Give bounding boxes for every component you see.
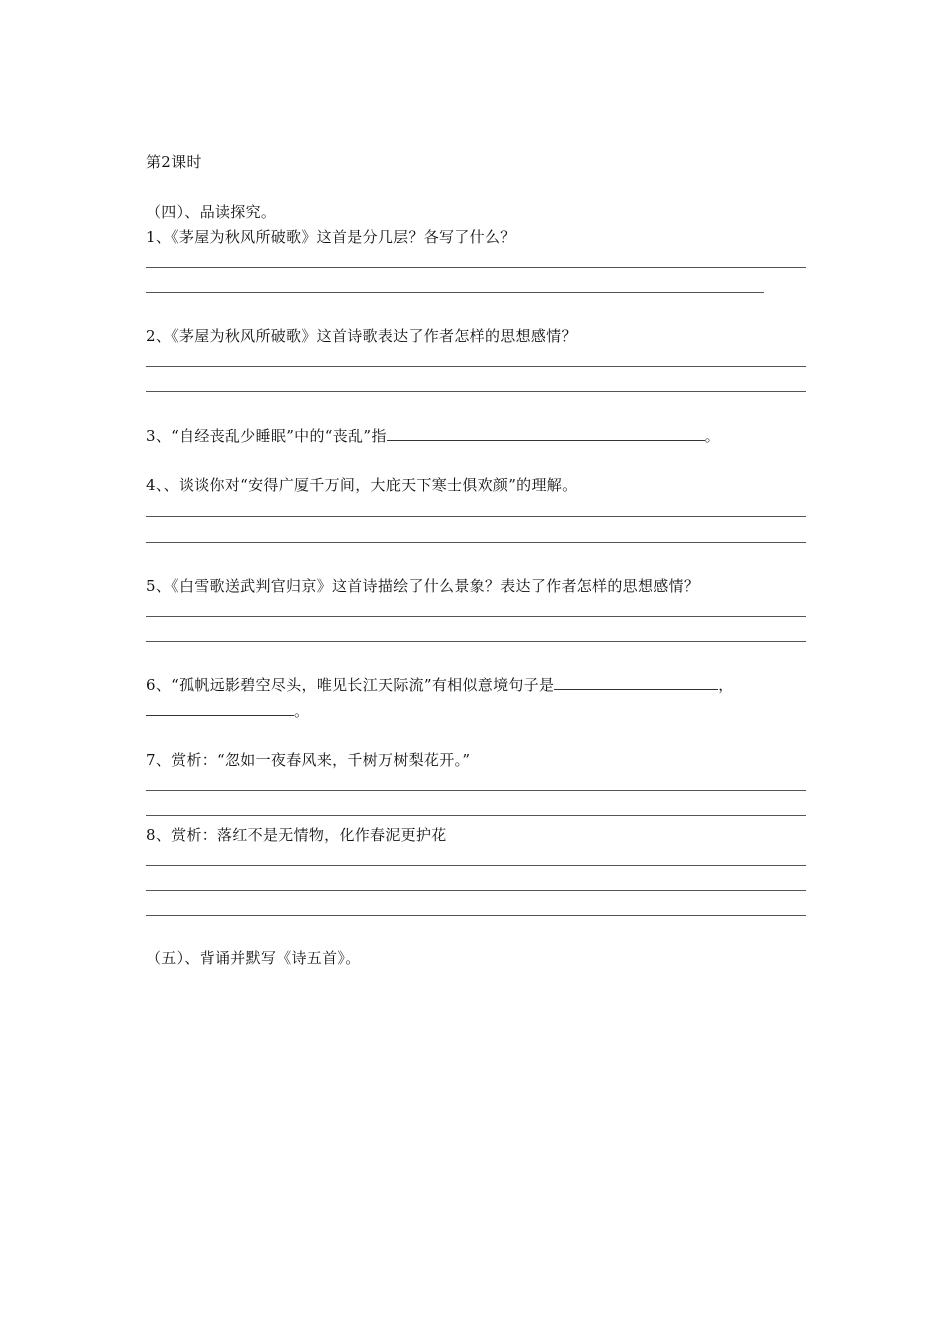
answer-line-q7-2[interactable] xyxy=(146,815,806,816)
answer-line-q8-2[interactable] xyxy=(146,890,806,891)
question-3 xyxy=(146,426,720,446)
question-6-text: 6、“孤帆远影碧空尽头，唯见长江天际流”有相似意境句子是 xyxy=(146,676,555,694)
question-5: 5、《白雪歌送武判官归京》这首诗描绘了什么景象？表达了作者怎样的思想感情？ xyxy=(146,577,700,595)
section-5-heading: （五）、背诵并默写《诗五首》。 xyxy=(146,949,361,967)
section-4-heading: （四）、品读探究。 xyxy=(146,203,277,221)
question-8: 8、赏析：落红不是无情物，化作春泥更护花 xyxy=(146,826,447,844)
answer-line-q1-2[interactable] xyxy=(146,292,764,293)
question-6-comma: ， xyxy=(718,676,734,694)
fill-blank-q6-1[interactable] xyxy=(554,675,718,690)
fill-blank-q6-2[interactable] xyxy=(146,701,294,716)
fill-blank-q3[interactable] xyxy=(387,426,705,441)
answer-line-q4-1[interactable] xyxy=(146,516,806,517)
question-2: 2、《茅屋为秋风所破歌》这首诗歌表达了作者怎样的思想感情？ xyxy=(146,327,577,345)
answer-line-q8-1[interactable] xyxy=(146,865,806,866)
answer-line-q1-1[interactable] xyxy=(146,267,806,268)
answer-line-q5-1[interactable] xyxy=(146,616,806,617)
lesson-title: 第2课时 xyxy=(146,153,202,171)
answer-line-q2-1[interactable] xyxy=(146,366,806,367)
answer-line-q8-3[interactable] xyxy=(146,915,806,916)
question-6-end: 。 xyxy=(294,702,310,720)
question-1: 1、《茅屋为秋风所破歌》这首是分几层？各写了什么？ xyxy=(146,228,516,246)
answer-line-q4-2[interactable] xyxy=(146,542,806,543)
answer-line-q2-2[interactable] xyxy=(146,391,806,392)
question-6 xyxy=(146,675,734,695)
answer-line-q7-1[interactable] xyxy=(146,790,806,791)
question-3-end: 。 xyxy=(704,427,720,445)
question-6-continued xyxy=(146,701,309,721)
question-4: 4、、谈谈你对“安得广厦千万间，大庇天下寒士俱欢颜”的理解。 xyxy=(146,476,578,494)
question-7: 7、赏析：“忽如一夜春风来，千树万树梨花开。” xyxy=(146,751,471,769)
answer-line-q5-2[interactable] xyxy=(146,641,806,642)
question-3-text: 3、“自经丧乱少睡眠”中的“丧乱”指 xyxy=(146,427,387,445)
